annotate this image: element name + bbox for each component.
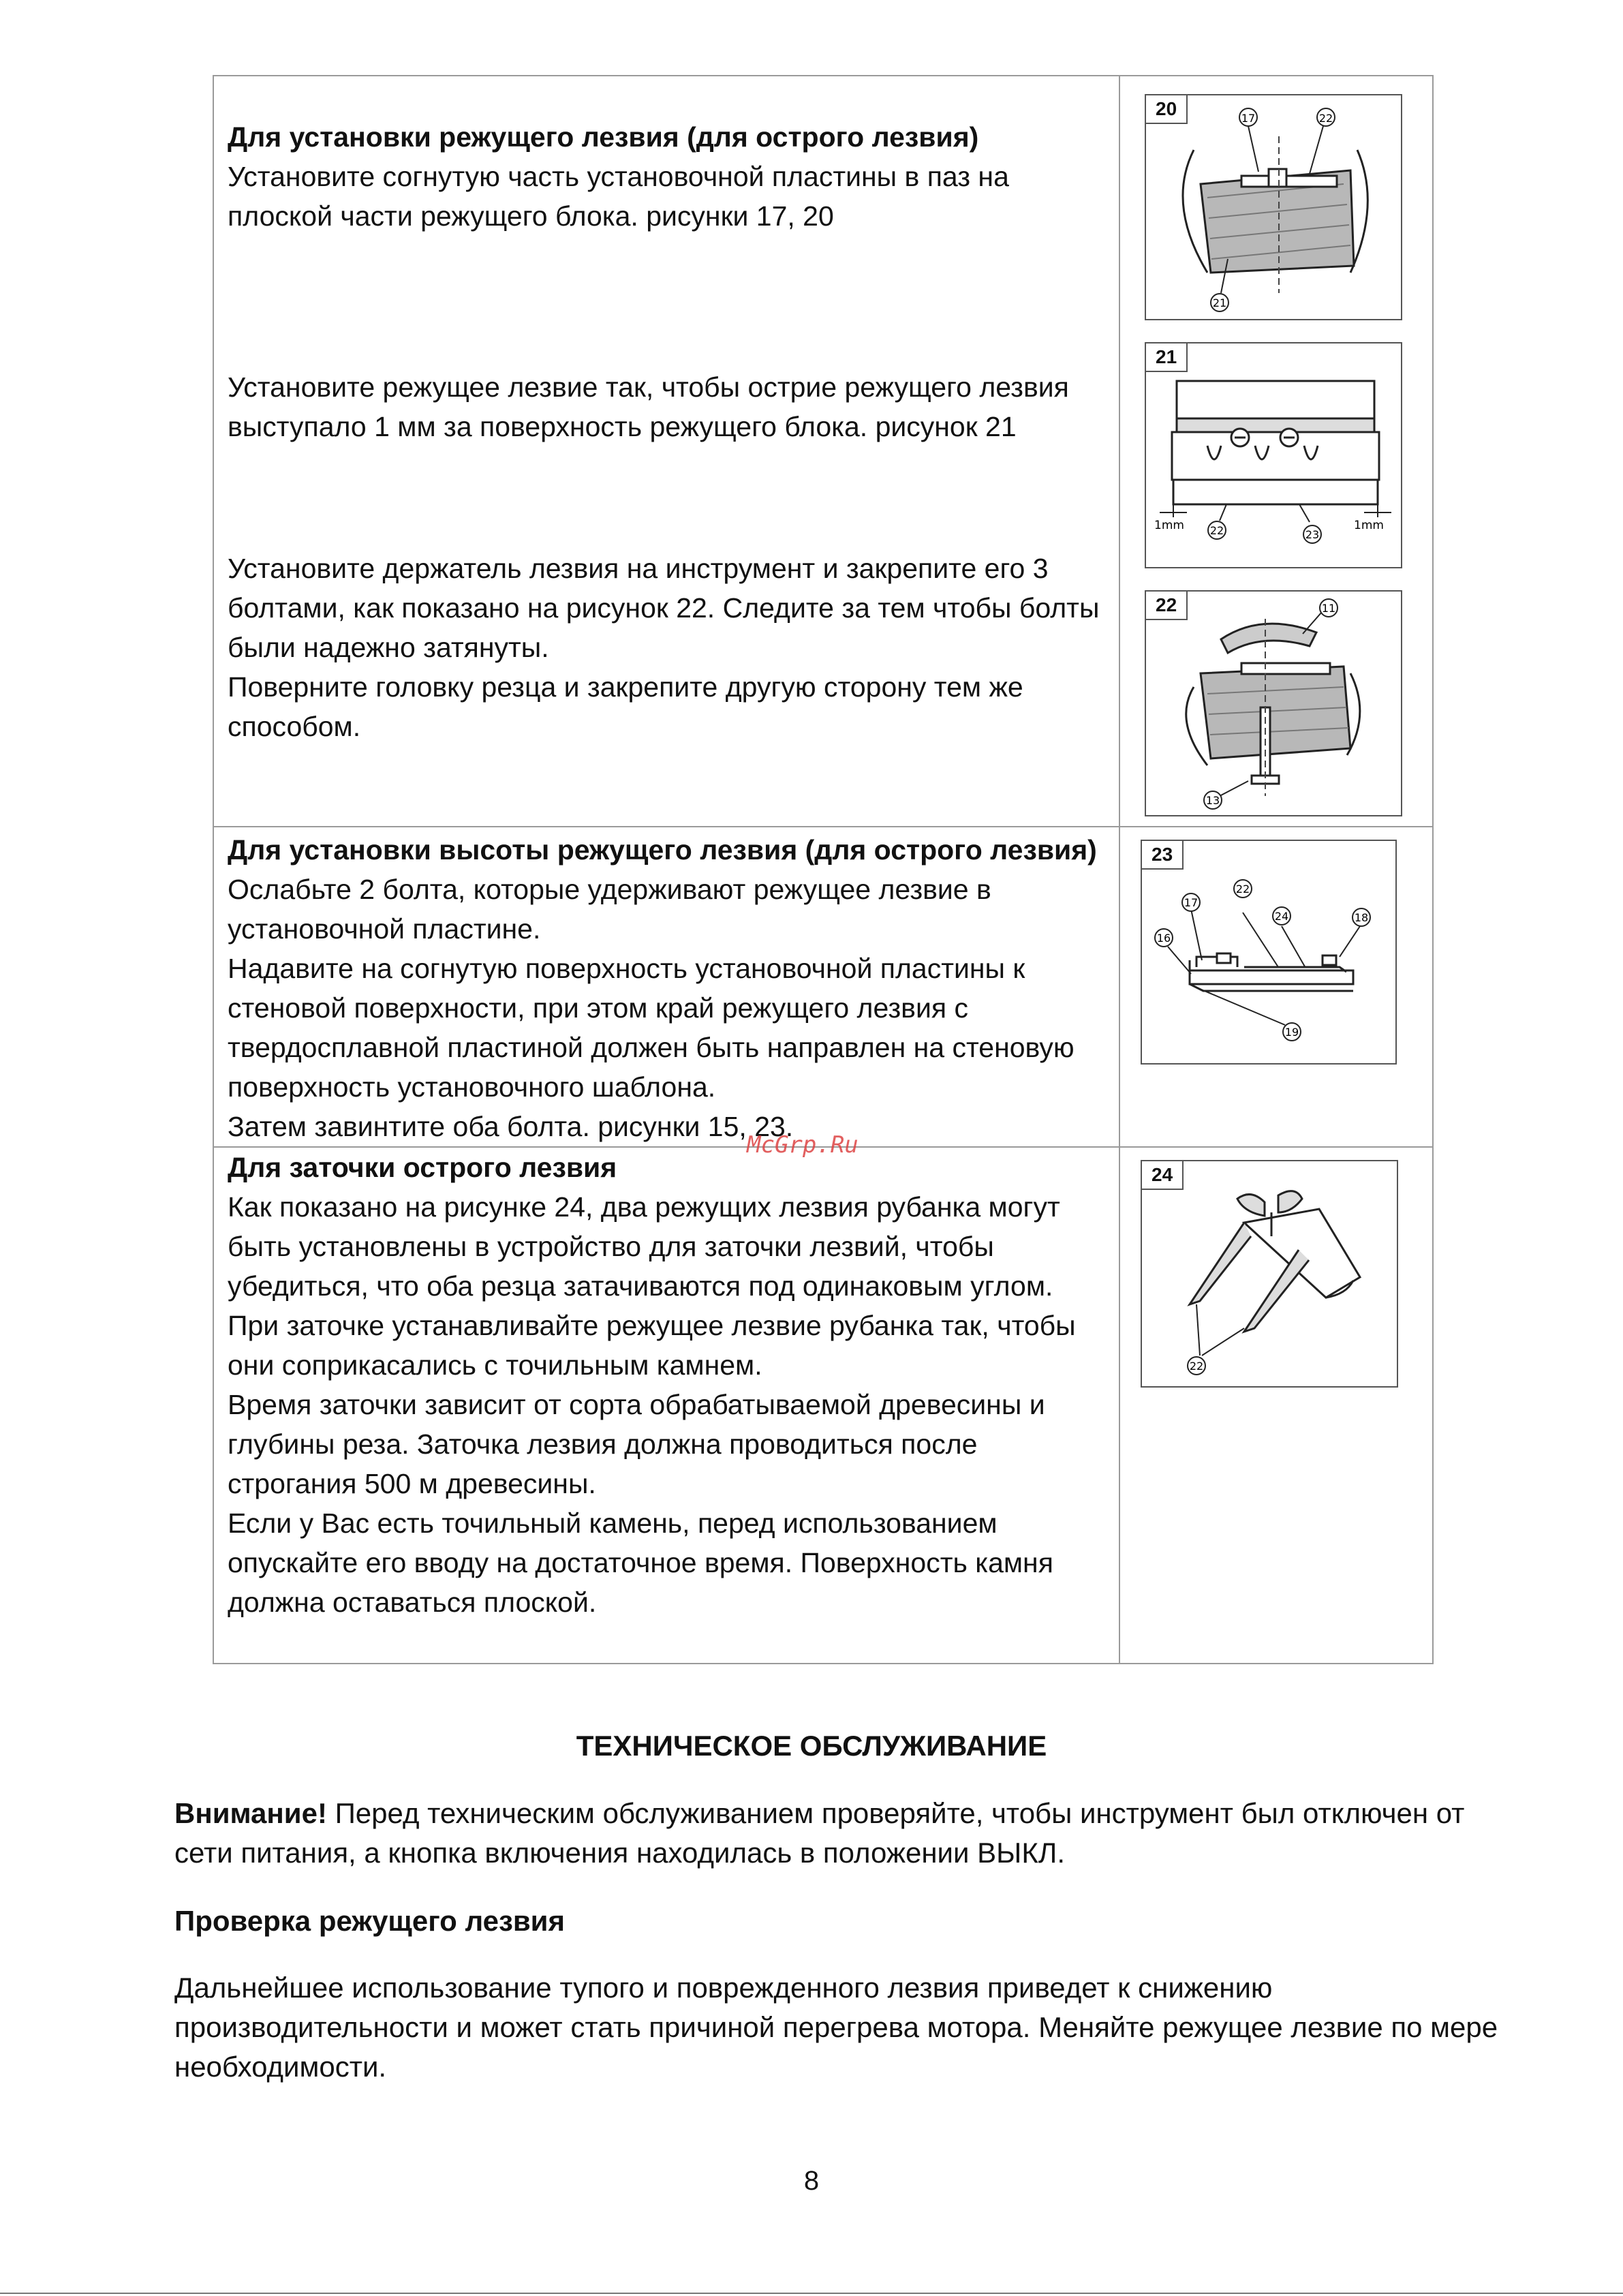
table-row xyxy=(213,76,1433,827)
figure-cell xyxy=(1119,76,1433,827)
instruction-text: Как показано на рисунке 24, два режущих лезвия рубанка могут быть установлены в устройство для заточки лезвий, чтобы убедиться, что оба резца затачиваются под одинаковым углом. При заточке устанавливайте режущее лезвие рубанка так, чтобы они соприкасались с точильным камнем. xyxy=(228,1191,1076,1381)
instruction-text: Поверните головку резца и закрепите другую сторону тем же способом. xyxy=(228,671,1023,742)
warning-label: Внимание! xyxy=(174,1797,327,1829)
body-paragraph: Дальнейшее использование тупого и поврежденного лезвия приведет к снижению производительности и может стать причиной перегрева мотора. Меняйте режущее лезвие по мере необходимости. xyxy=(174,1972,1498,2083)
callout-label: 21 xyxy=(1212,296,1227,309)
callout-label: 22 xyxy=(1235,883,1250,896)
dimension-label: 1mm xyxy=(1354,519,1384,532)
callout-label: 22 xyxy=(1189,1360,1204,1373)
text-cell xyxy=(213,1147,1119,1664)
subsection-title: Проверка режущего лезвия xyxy=(174,1905,565,1937)
table-row xyxy=(213,1147,1433,1664)
instruction-text: Установите держатель лезвия на инструмент и закрепите его 3 болтами, как показано на рисунок 22. Следите за тем чтобы болты были надежно затянуты. xyxy=(228,553,1100,663)
figure-number: 20 xyxy=(1146,95,1188,124)
instruction-text: Время заточки зависит от сорта обрабатываемой древесины и глубины реза. Заточка лезвия должна проводиться после строгания 500 м древесины. xyxy=(228,1389,1045,1499)
section-title: ТЕХНИЧЕСКОЕ ОБСЛУЖИВАНИЕ xyxy=(576,1730,1047,1762)
callout-label: 11 xyxy=(1321,602,1336,615)
table-row xyxy=(213,827,1433,1147)
watermark: McGrp.Ru xyxy=(747,1131,859,1159)
callout-label: 13 xyxy=(1205,794,1220,807)
callout-label: 18 xyxy=(1354,911,1369,924)
instruction-text: Установите режущее лезвие так, чтобы острие режущего лезвия выступало 1 мм за поверхность режущего блока. рисунок 21 xyxy=(228,371,1069,442)
instruction-text: Если у Вас есть точильный камень, перед использованием опускайте его вводу на достаточное время. Поверхность камня должна оставаться плоской. xyxy=(228,1507,1053,1618)
warning-text: Перед техническим обслуживанием проверяйте, чтобы инструмент был отключен от сети питания, а кнопка включения находилась в положении ВЫКЛ. xyxy=(174,1797,1465,1869)
figure-23 xyxy=(1141,840,1397,1065)
dimension-label: 1mm xyxy=(1154,519,1184,532)
callout-label: 22 xyxy=(1209,524,1224,537)
text-cell xyxy=(213,76,1119,827)
callout-label: 23 xyxy=(1305,528,1320,541)
warning-paragraph xyxy=(174,1794,1510,1873)
row-title: Для установки высоты режущего лезвия (для острого лезвия) xyxy=(228,834,1097,866)
instruction-text xyxy=(214,830,1119,949)
instruction-text: Надавите на согнутую поверхность установочной пластины к стеновой поверхности, при этом край режущего лезвия с твердосплавной пластиной должен быть направлен на стеновую поверхность установочного шаблона. xyxy=(228,953,1075,1103)
figure-21 xyxy=(1145,342,1402,568)
figure-number: 23 xyxy=(1142,841,1184,870)
figure-number: 24 xyxy=(1142,1161,1184,1190)
callout-label: 24 xyxy=(1274,910,1289,923)
instruction-text: Затем завинтите оба болта. рисунки 15, 23. xyxy=(228,1111,794,1142)
figure-24 xyxy=(1141,1160,1398,1388)
callout-label: 17 xyxy=(1184,896,1199,909)
callout-label: 19 xyxy=(1284,1026,1299,1039)
page-number: 8 xyxy=(803,2166,820,2196)
instruction-text-inline: Ослабьте 2 болта, которые удерживают режущее лезвие в установочной пластине. xyxy=(228,874,991,945)
callout-label: 17 xyxy=(1241,112,1256,125)
callout-label: 16 xyxy=(1156,932,1171,945)
instructions-table xyxy=(213,75,1434,1664)
figure-cell xyxy=(1119,827,1433,1147)
figure-22 xyxy=(1145,590,1402,816)
figure-number: 21 xyxy=(1146,343,1188,372)
divider xyxy=(0,2293,1623,2294)
row-title: Для заточки острого лезвия xyxy=(228,1152,617,1183)
text-cell xyxy=(213,827,1119,1147)
figure-number: 22 xyxy=(1146,592,1188,620)
callout-label: 22 xyxy=(1318,112,1333,125)
row-title: Для установки режущего лезвия (для острого лезвия) xyxy=(228,121,979,153)
instruction-text: Установите согнутую часть установочной пластины в паз на плоской части режущего блока. рисунки 17, 20 xyxy=(228,161,1009,232)
figure-cell xyxy=(1119,1147,1433,1664)
figure-20 xyxy=(1145,94,1402,320)
